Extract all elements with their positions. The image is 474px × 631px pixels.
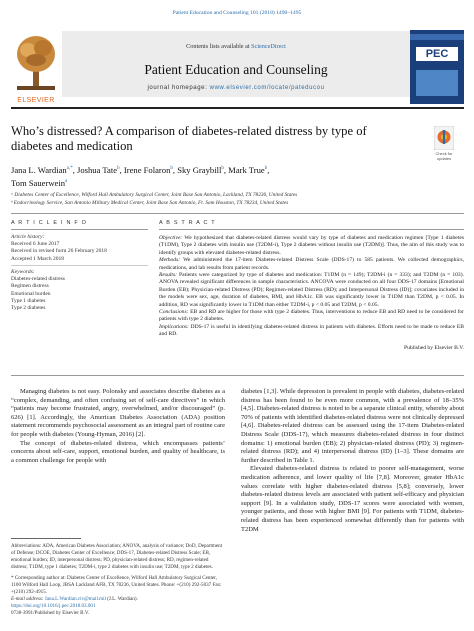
corresponding-author-footnote: * Corresponding author at: Diabetes Center of Excellence, Wilford Hall Ambulatory Surgical Center, 1100 Wilford Hall Loop, JBSA Lackland AFB, TX 78236, United States. Phone: +(210) 292-5037 Fax: +(210) 292-4915. [11, 575, 222, 595]
intro-paragraph-3: diabetes [1,3]. While depression is prevalent in people with diabetes, diabetes-related distress has been found to be even more common, with a prevalence of 18–35% [4,5]. Diabetes-related distress is noted to be a separate clinical entity, whereby about 70% of patients with identified diabetes-related distress were not clinically depressed [4,6]. Diabetes-related distress can be assessed using the 17-item Diabetes-related Distress Scale (DDS-17), which measures diabetes-related distress in four distinct domains: 1) emotional burden (EB); 2) physician-related distress (PD); 3) regimen-related distress (RD); and 4) interpersonal distress (ID) [1–3]. These domains are further described in Table 1. [241, 388, 464, 464]
article-history [11, 234, 151, 263]
journal-title: Patient Education and Counseling [144, 62, 328, 77]
email-label: E-mail address: [11, 596, 45, 602]
journal-citation[interactable]: Patient Education and Counseling 101 (2018) 1490–1495 [172, 10, 302, 16]
abstract-methods [159, 257, 464, 272]
abstract-rule [159, 229, 464, 230]
objective-label: Objective: [159, 235, 183, 241]
affiliation-b: ᵇ Endocrinology Service, San Antonio Military Medical Center, Joint Base San Antonio, Ft. Sam Houston, TX 78234, United States [11, 199, 289, 206]
author-affiliation-mark: b [221, 166, 224, 171]
implications-text: DDS-17 is useful in identifying diabetes-related distress in patients with diabetes. Efforts need to be made to reduce EB and RD. [159, 323, 464, 338]
homepage-link[interactable]: www.elsevier.com/locate/pateducou [209, 85, 325, 91]
author-name: Irene Folaron [123, 164, 171, 175]
abstract-implications [159, 324, 464, 339]
email-suffix: (J.L. Wardian). [105, 596, 138, 602]
email-link[interactable]: Jana.L.Wardian.civ@mail.mil [44, 596, 106, 602]
intro-paragraph-4: Elevated diabetes-related distress is related to poorer self-management, worse medication adherence, and lower quality of life [7,8]. Moreover, greater HbA1c values correlate with higher diabetes-related distress [5,8]; conversely, lower diabetes-related distress levels are associated with patient self-efficacy and physician support [9]. In a validation study, DDS-17 scores were associated with women, younger patients, and those with higher BMI [9]. For patients with T1DM, diabetes-related distress has been experienced somewhat differently than for patients with T2DM [241, 465, 464, 533]
contents-prefix: Contents lists available at [186, 43, 252, 50]
footnotes [11, 543, 225, 603]
contents-line [62, 43, 410, 50]
author-affiliation-mark: a,* [66, 166, 73, 171]
conclusions-label: Conclusions: [159, 309, 189, 316]
body-left-column [11, 388, 225, 465]
cover-image [416, 70, 458, 96]
email-footnote [11, 596, 225, 603]
check-for-updates-icon [434, 126, 454, 150]
objective-text: We hypothesized that diabetes-related distress would vary by type of diabetes and medication regimen [Type 1 diabetes (T1DM), Type 2 diabetes with insulin use (T2DM-i), Type 2 diabetes without insulin use (T2DM)]. Thus, the aim of this study was to identify groups with elevated diabetes-related distress. [159, 235, 464, 256]
author-affiliation-mark: b [117, 166, 120, 171]
author-name: Joshua Tate [77, 164, 118, 175]
abstract-objective [159, 235, 464, 257]
results-label: Results: [159, 272, 178, 279]
author[interactable] [11, 178, 67, 188]
article-title [11, 124, 411, 154]
body-right-column [241, 388, 464, 534]
article-info-rule [11, 229, 148, 230]
author-affiliation-mark: a [65, 178, 68, 184]
author-affiliation-mark: b [170, 166, 173, 171]
keywords [11, 269, 151, 312]
author-affiliation-mark: b [264, 166, 268, 171]
header-rule [11, 107, 464, 109]
methods-label: Methods: [159, 257, 181, 264]
abstract-heading: A B S T R A C T [159, 220, 216, 226]
journal-cover-thumbnail[interactable] [410, 30, 464, 104]
homepage-prefix: journal homepage: [147, 85, 210, 91]
history-item: Received in revised form 26 February 2018 [11, 248, 107, 255]
footnote-rule [11, 538, 81, 539]
author-name: Mark True [228, 164, 265, 175]
keyword[interactable]: Regimen distress [11, 283, 49, 290]
keyword[interactable]: Type 1 diabetes [11, 297, 46, 304]
issn-line: 0738-3991/Published by Elsevier B.V. [11, 610, 90, 616]
history-label: Article history: [11, 234, 45, 240]
author[interactable] [77, 165, 120, 175]
title-line-2: diabetes and medication [11, 139, 133, 153]
keyword[interactable]: Type 2 diabetes [11, 305, 46, 312]
publisher-logo-text: ELSEVIER [17, 97, 55, 104]
implications-label: Implications: [159, 323, 189, 330]
author-name: Jana L. Wardian [11, 164, 67, 175]
affiliation-rule [11, 213, 464, 214]
affiliations [11, 192, 464, 207]
sciencedirect-link[interactable]: ScienceDirect [251, 43, 286, 50]
cover-band [410, 34, 464, 40]
crossmark-icon[interactable] [434, 126, 454, 152]
history-item: Accepted 1 March 2018 [11, 255, 64, 262]
intro-paragraph-1: Managing diabetes is not easy. Polonsky and associates describe diabetes as a “complex, demanding, and often confusing set of self-care directives” in which “patients may become frustrated, angry, overwhelmed, and/or discouraged” (p. 626) [1]. Accordingly, the American Diabetes Association (ADA) position statement recommends psychosocial assessment as an integral part of routine care for people with diabetes (Young-Hyman, 2016) [2]. [11, 388, 225, 438]
abstract-results [159, 272, 464, 309]
abbreviations-footnote: Abbreviations: ADA, American Diabetes Association; ANOVA, analysis of variance; DoD, Department of Defense; DCOE, Diabetes Center of Excellence; DDS-17, Diabetes-related Distress Scale; EB, emotional burden; ID, interpersonal distress; PD, physician-related distress; RD, regimen-related distress; T1DM, type 1 diabetes; T2DM-i, type 2 diabetes with insulin use; T2DM, type 2 diabetes. [11, 543, 223, 570]
methods-text: We administered the 17-item Diabetes-related Distress Scale (DDS-17) to 585 patients. We collected demographics, medications, and lab results from patient records. [159, 257, 464, 271]
keywords-label: Keywords: [11, 269, 35, 275]
elsevier-tree-icon [11, 30, 61, 96]
keyword[interactable]: Diabetes-related distress [11, 276, 65, 283]
journal-homepage [62, 85, 410, 91]
history-item: Received 6 June 2017 [11, 241, 60, 248]
author-name: Sky Graybill [177, 164, 222, 175]
author-name: Tom Sauerwein [11, 177, 66, 188]
results-text: Patients were categorized by type of diabetes and medication: T1DM (n = 149); T2DM-i (n = 333); and T2DM (n = 103). ANOVA revealed significant differences in sample characteristics. ANCOVA were conducted on all four DDS-17 domains [Emotional Burden (EB); Physician-related Distress (PD); Regimen-related Distress (RD); and Interpersonal Distress (ID)]; covariates included in the models were sex, age, duration of diabetes, BMI, and HbA1c. EB was significantly lower in T1DM than T2DM, p < 0.05. In addition, RD was significantly lower in T1DM than either T2DM-i, p < 0.05 and T2DM, p < 0.05. [159, 272, 464, 308]
history-rule [11, 265, 148, 266]
cover-label: PEC [416, 47, 458, 61]
abstract-body [159, 235, 464, 352]
keyword[interactable]: Emotional burden [11, 290, 51, 297]
affiliation-a: ᵃ Diabetes Center of Excellence, Wilford Hall Ambulatory Surgical Center, Joint Base San Antonio, Lackland, TX 78236, United States [11, 192, 298, 198]
author-list: Jana L. Wardian$^{a,*}$, Joshua Tate$^b$, Irene Folaron$^b$, Sky Graybill$^b$, Mark True$^b$, Tom Sauerwein$^a$ [11, 164, 270, 188]
author[interactable] [124, 165, 173, 175]
abstract-publisher: Published by Elsevier B.V. [403, 344, 464, 351]
abstract-conclusions [159, 309, 464, 324]
abstract-bottom-rule [11, 375, 464, 376]
intro-paragraph-2: The concept of diabetes-related distress, which encompasses patients’ concerns about self-care, support, emotional burden, and quality of healthcare, is a common challenge for people with [11, 439, 225, 464]
check-updates-label[interactable]: Check for updates [435, 151, 453, 161]
elsevier-logo[interactable] [11, 30, 61, 104]
author[interactable] [11, 165, 73, 175]
title-line-1: Who’s distressed? A comparison of diabetes-related distress by type of [11, 124, 367, 138]
article-info-heading: A R T I C L E I N F O [11, 220, 88, 226]
doi-link[interactable]: https://doi.org/10.1016/j.pec.2018.03.001 [11, 603, 96, 609]
conclusions-text: EB and RD are higher for those with type 2 diabetes. Thus, interventions to reduce EB and RD need to be considered for patients with type 2 diabetes. [159, 309, 464, 323]
author[interactable] [228, 165, 267, 175]
article-identifiers [11, 603, 225, 617]
author[interactable] [177, 165, 224, 175]
